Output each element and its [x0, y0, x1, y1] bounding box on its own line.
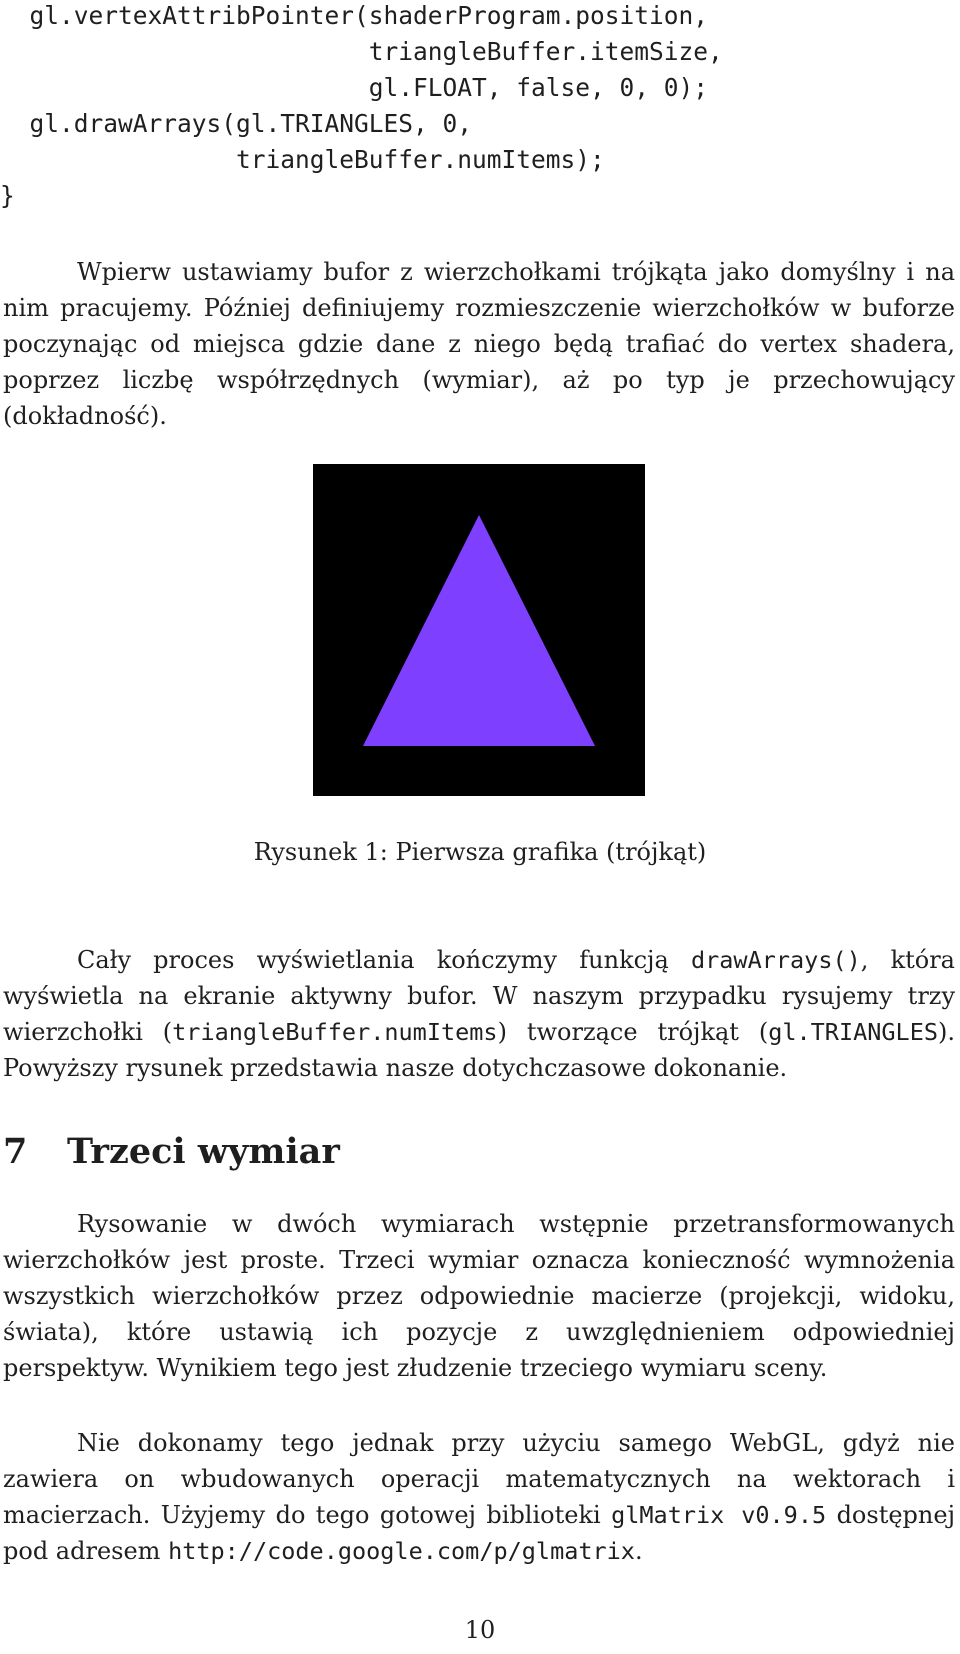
triangle-render — [313, 464, 645, 796]
text-run: , która wyświetla na ekranie aktywny bufor. W naszym przypadku rysujemy trzy wierzchołki ( — [3, 946, 955, 1046]
figure-triangle — [313, 464, 645, 796]
paragraph — [3, 1425, 955, 1569]
section-title: Trzeci wymiar — [67, 1131, 340, 1172]
code-inline: triangleBuffer.numItems — [172, 1018, 498, 1046]
code-line: gl.vertexAttribPointer(shaderProgram.position, — [0, 1, 709, 30]
url-link[interactable]: http://code.google.com/p/glmatrix — [168, 1537, 635, 1565]
figure-caption: Rysunek 1: Pierwsza grafika (trójkąt) — [253, 838, 707, 866]
code-line: triangleBuffer.itemSize, — [0, 37, 723, 66]
paragraph — [3, 942, 955, 1086]
text-run: . — [634, 1537, 643, 1565]
paragraph — [3, 254, 955, 434]
code-line: triangleBuffer.numItems); — [0, 145, 605, 174]
paragraph-text — [3, 1425, 955, 1569]
paragraph-text: Wpierw ustawiamy bufor z wierzchołkami trójkąta jako domyślny i na nim pracujemy. Później definiujemy rozmieszczenie wierzchołków w buforze poczynając od miejsca gdzie dane z niego będą trafiać do vertex shadera, poprzez liczbę współrzędnych (wymiar), aż po typ je przechowujący (dokładność). — [3, 258, 955, 430]
section-number: 7 — [3, 1131, 28, 1172]
text-run: ) tworzące trójkąt ( — [497, 1018, 769, 1046]
code-inline: drawArrays() — [690, 946, 861, 974]
code-line: gl.drawArrays(gl.TRIANGLES, 0, — [0, 109, 473, 138]
code-inline: glMatrix v0.9.5 — [611, 1501, 827, 1529]
code-line: gl.FLOAT, false, 0, 0); — [0, 73, 709, 102]
paragraph — [3, 1206, 955, 1386]
section-heading — [3, 1130, 340, 1174]
text-run: Cały proces wyświetlania kończymy funkcją — [77, 946, 691, 974]
code-inline: gl.TRIANGLES — [768, 1018, 938, 1046]
page-number: 10 — [464, 1616, 496, 1644]
text-run: dostępnej pod adresem — [3, 1501, 956, 1565]
text-run: Nie dokonamy tego jednak przy użyciu samego WebGL, gdyż nie zawiera on wbudowanych operacji matematycznych na wektorach i macierzach. Użyjemy do tego gotowej biblioteki — [3, 1429, 955, 1529]
paragraph-text — [3, 942, 955, 1086]
code-line: } — [0, 181, 15, 210]
paragraph-text: Rysowanie w dwóch wymiarach wstępnie przetransformowanych wierzchołków jest proste. Trzeci wymiar oznacza konieczność wymnożenia wszystkich wierzchołków przez odpowiednie macierze (projekcji, widoku, świata), które ustawią ich pozycje z uwzględnieniem odpowiedniej perspektyw. Wynikiem tego jest złudzenie trzeciego wymiaru sceny. — [3, 1210, 955, 1382]
text-run: ). Powyższy rysunek przedstawia nasze dotychczasowe dokonanie. — [3, 1018, 955, 1082]
